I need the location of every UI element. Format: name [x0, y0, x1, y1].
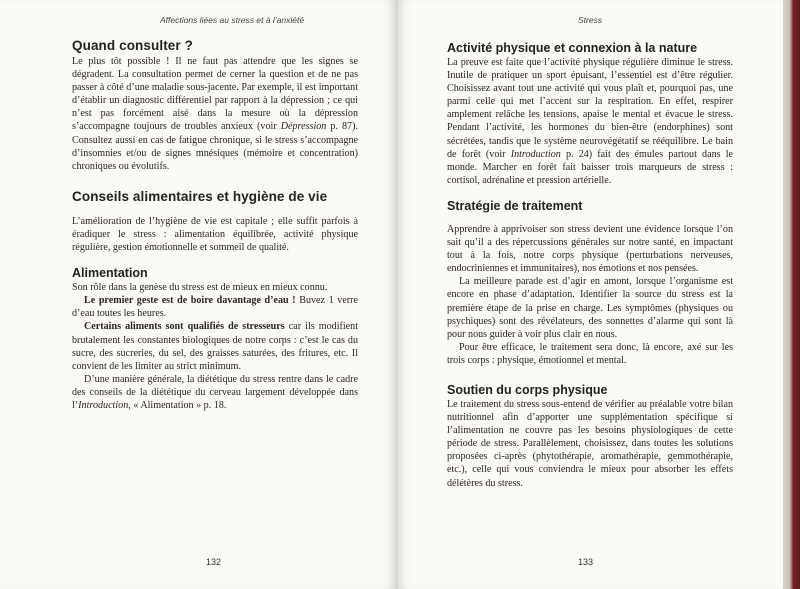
paragraph: L’amélioration de l’hygiène de vie est capitale ; elle suffit parfois à éradiquer le stress : alimentation équilibrée, activité physique régulière, gestion émotionnelle et sommeil de qualité.: [72, 215, 358, 254]
bold-text: Certains aliments sont qualifiés de stresseurs: [84, 321, 285, 333]
section-title-conseils: Conseils alimentaires et hygiène de vie: [72, 188, 328, 204]
paragraph: Pour être efficace, le traitement sera donc, là encore, axé sur les trois corps : physique, émotionnel et mental.: [447, 341, 733, 366]
section-title-strategie: Stratégie de traitement: [447, 198, 583, 213]
paragraph: Le traitement du stress sous-entend de vérifier au préalable votre bilan nutritionnel afin d’apporter une supplémentation spécifique si l’alimentation ne couvre pas les besoins physiologiques de cette période de stress. Parallèlement, choisissez, dans toutes les solutions proposées ci-après (phytothérapie, aromathérapie, gemmothérapie, etc.), celle qui vous conviendra le mieux pour absorber les effets délétères du stress.: [447, 398, 733, 489]
text: D’une manière générale, la diététique du stress rentre dans le cadre des conseils de la diététique du cerveau largement développée dans l’: [72, 373, 358, 411]
subsection-title-alimentation: Alimentation: [72, 266, 148, 281]
paragraph: Apprendre à apprivoiser son stress devient une évidence lorsque l’on sait qu’il a des répercussions générales sur notre santé, en impactant tout à la fois, notre corps physique (perturbations nerveuses, endocriniennes et immunitaires), nos émotions et nos pensées.: [447, 223, 733, 275]
paragraph: Son rôle dans la genèse du stress est de mieux en mieux connu.: [72, 282, 328, 294]
section-title-soutien: Soutien du corps physique: [447, 382, 608, 397]
running-head: Affections liées au stress et à l’anxiété: [160, 15, 305, 25]
running-head: Stress: [578, 15, 603, 25]
text: , « Alimentation » p. 18.: [128, 399, 227, 411]
paragraph: [447, 56, 733, 187]
paragraph: [72, 373, 358, 412]
page-number: 132: [206, 557, 222, 567]
left-column: [72, 38, 358, 412]
paragraph: [72, 55, 358, 173]
text: p. 87). Consultez aussi en cas de fatigue chronique, si le stress s’accompagne d’insomnies et/ou de signes mnésiques (mémoire et concentration) chroniques ou évolutifs.: [72, 121, 358, 172]
text: p. 24) fait des émules partout dans le monde. Marcher en forêt fait baisser trois marqueurs de stress : cortisol, adrénaline et pression artérielle.: [447, 148, 733, 186]
bold-text: Le premier geste est de boire davantage d’eau !: [84, 295, 296, 307]
right-page: [397, 0, 783, 589]
left-page: [0, 0, 397, 589]
book-cover-edge: [783, 0, 800, 589]
paragraph: La meilleure parade est d’agir en amont, lorsque l’organisme est encore en phase d’adaptation. Identifier la source du stress est la première étape de la prise en charge. Les symptômes (physiques ou psychiques) sont des révélateurs, des sonnettes d’alarme qui sont là pour nous guider à voir plus clair en nous.: [447, 276, 733, 340]
text: La preuve est faite que l’activité physique régulière diminue le stress. Inutile de pratiquer un sport épuisant, l’essentiel est d’être régulier. Choisissez avant tout une activité qui vous plaît et, pourquoi pas, une parmi celle qui met l’accent sur la respiration. En effet, respirer amplement relâche les tensions, apaise le mental et évacue le stress. Pendant l’activité, les hormones du bien-être (endorphines) sont sécrétées, tandis que le système neurovégétatif se rééquilibre. Le bain de forêt (voir: [447, 57, 733, 160]
cross-reference: Dépression: [280, 121, 327, 133]
section-title-quand-consulter: Quand consulter ?: [72, 38, 193, 53]
page-number: 133: [578, 557, 594, 567]
paragraph: [72, 294, 358, 320]
text: Le plus tôt possible ! Il ne faut pas attendre que les signes se dégradent. La consultation permet de cerner la question et de ne pas passer à côté d’une maladie sous-jacente. Par exemple, il est important d’établir un diagnostic différentiel par rapport à la dépression ; ce qui n’est pas forcément aisé dans la mesure où la dépression s’accompagne toujours de troubles anxieux (voir: [72, 56, 358, 133]
cross-reference: Introduction: [78, 399, 129, 411]
text: car ils modifient brutalement les constantes biologiques de notre corps : c’est le cas du sucre, des sucreries, du sel, des graisses saturées, des fritures, etc. Il convient de les limiter au strict minimum.: [72, 321, 358, 372]
text: Buvez 1 verre d’eau toutes les heures.: [72, 295, 359, 320]
right-column: [447, 37, 733, 490]
cross-reference: Introduction: [510, 148, 561, 160]
section-title-activite: Activité physique et connexion à la nature: [447, 41, 698, 55]
paragraph: [72, 320, 358, 372]
